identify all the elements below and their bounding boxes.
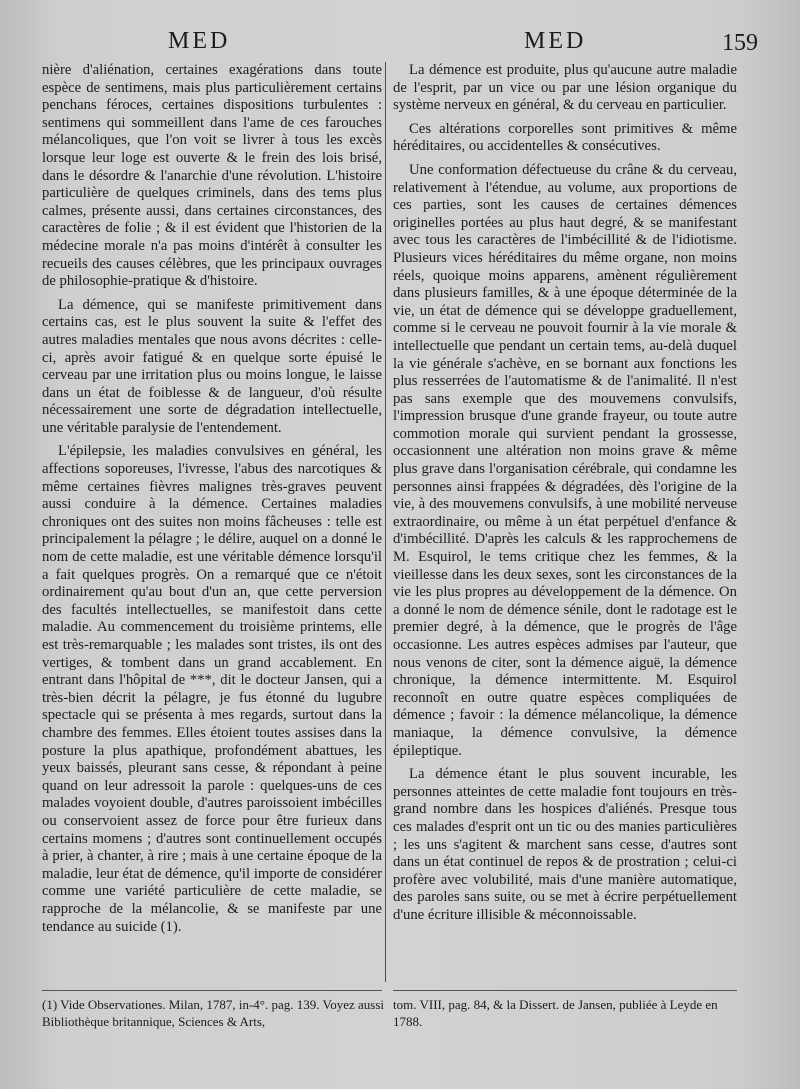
paragraph: La démence est produite, plus qu'aucune autre maladie de l'esprit, par un vice ou par une lésion organique du système nerveux en général, & du cerveau en particulier. [393,62,737,114]
footnote-rule-right [393,990,737,991]
paragraph: La démence étant le plus souvent incurable, les personnes atteintes de cette maladie font toujours en très-grand nombre dans les hospices d'aliénés. Presque tous ces malades d'esprit ont un tic ou des manies particulières ; les uns s'agitent & marchent sans cesse, d'autres sont dans un état continuel de repos & de prostration ; celui-ci profère avec volubilité, mais d'une manière automatique, des paroles sans suite, ou se met à écrire perpétuellement d'une écriture illisible & méconnoissable. [393,766,737,923]
right-column [393,62,737,931]
page-number: 159 [722,30,758,56]
paragraph: L'épilepsie, les maladies convulsives en général, les affections soporeuses, l'ivresse, l'abus des narcotiques & même certaines fièvres malignes très-graves peuvent aussi conduire à la démence. Certaines maladies chroniques ont des suites non moins fâcheuses : telle est principalement la pélagre ; le délire, auquel on a donné le nom de cette maladie, est une véritable démence lorsqu'il a fait quelques progrès. On a remarqué que ce n'étoit ordinairement qu'au bout d'un an, que cette perversion des facultés intellectuelles, se manifestoit dans cette maladie. Au commencement du troisième printems, elle est très-remarquable ; les malades sont tristes, ils ont des vertiges, & tombent dans un grand accablement. En entrant dans l'hôpital de ***, dit le docteur Jansen, qui a très-bien décrit la pélagre, je fus étonné du lugubre spectacle qui se présenta à mes regards, surtout dans la chambre des femmes. Elles étoient toutes assises dans la posture la plus apathique, profondément abattues, les yeux baissés, pleurant sans cesse, & répondant à peine quand on leur adressoit la parole : quelques-uns de ces malades voyoient double, d'autres paroissoient imbécilles ou conservoient assez de force pour être furieux dans certains momens ; d'autres sont continuellement occupés à prier, à chanter, à rire ; mais à une certaine époque de la maladie, leur état de démence, qu'il importe de considérer comme une variété particulière de cette maladie, se rapproche de la mélancolie, & se manifeste par une tendance au suicide (1). [42,443,382,935]
paragraph: nière d'aliénation, certaines exagérations dans toute espèce de sentimens, mais plus particulièrement certains penchans féroces, certaines dispositions turbulentes : sentimens qui sommeillent dans l'ame de ces farouches mélancoliques, que l'on voit se livrer à tous les excès lorsque leur loge est ouverte & le frein des lois brisé, dans le désordre & l'anarchie d'une révolution. L'histoire particulière de quelques criminels, dans des tems plus calmes, présente aussi, dans certaines circonstances, des caractères de folie ; & il est évident que l'historien de la médecine morale n'a pas moins d'intérêt à consulter les recueils des causes célèbres, que les principaux ouvrages de philosophie-pratique & d'histoire. [42,62,382,290]
footnote-rule-left [42,990,382,991]
left-column [42,62,382,942]
column-divider [385,62,386,982]
footnote-left: (1) Vide Observationes. Milan, 1787, in-4°. pag. 139. Voyez aussi Bibliothèque britannique, Sciences & Arts, [42,997,385,1029]
paragraph: Une conformation défectueuse du crâne & du cerveau, relativement à l'étendue, au volume, aux proportions de ces parties, sont les causes de certaines démences originelles portées au plus haut degré, & se manifestant avec tous les caractères de l'imbécillité & de l'idiotisme. Plusieurs vices héréditaires du même organe, non moins réels, quoique moins apparens, amènent régulièrement dans plusieurs familles, & à une époque déterminée de la vie, un état de démence qui se développe graduellement, comme si le cerveau ne pouvoit fournir à la vie morale & intellectuelle que pendant un certain tems, au-delà duquel la vie générale s'achève, en se bornant aux fonctions les plus resserrées de l'automatisme & de l'animalité. Il n'est pas sans exemple que des mouvemens convulsifs, l'impression brusque d'une grande frayeur, ou toute autre commotion morale qui survient pendant la grossesse, occasionnent une altération non moins grave & même plus grave dans l'organisation cérébrale, qui condamne les personnes ainsi frappées & dégradées, dès l'origine de la vie, à des mouvemens convulsifs, à une mobilité nerveuse extraordinaire, ou même à un état perpétuel d'enfance & d'imbécillité. D'après les calculs & les rapprochemens de M. Esquirol, le tems critique chez les femmes, & la vieillesse dans les deux sexes, sont les circonstances de la vie les plus propres au développement de la démence. On a donné le nom de démence sénile, dont le radotage est le premier degré, à la démence, que le progrès de l'âge occasionne. Les autres espèces admises par l'auteur, que nous venons de citer, sont la démence aiguë, la démence chronique, la démence intermittente. M. Esquirol reconnoît en outre quatre espèces compliquées de démence ; favoir : la démence mélancolique, la démence maniaque, la démence convulsive, la démence épileptique. [393,161,737,759]
paragraph: Ces altérations corporelles sont primitives & même héréditaires, ou accidentelles & consécutives. [393,120,737,155]
paragraph: La démence, qui se manifeste primitivement dans certains cas, est le plus souvent la suite & l'effet des autres maladies mentales que nous avons décrites : celle-ci, après avoir fatigué & en quelque sorte épuisé le cerveau par une irritation plus ou moins longue, le laisse dans un état de foiblesse & de langueur, d'où résulte nécessairement une sorte de dégradation intellectuelle, une véritable paralysie de l'entendement. [42,296,382,436]
running-head-left: MED [168,28,231,54]
footnote-right: tom. VIII, pag. 84, & la Dissert. de Jansen, publiée à Leyde en 1788. [393,997,718,1029]
running-head-right: MED [524,28,587,54]
